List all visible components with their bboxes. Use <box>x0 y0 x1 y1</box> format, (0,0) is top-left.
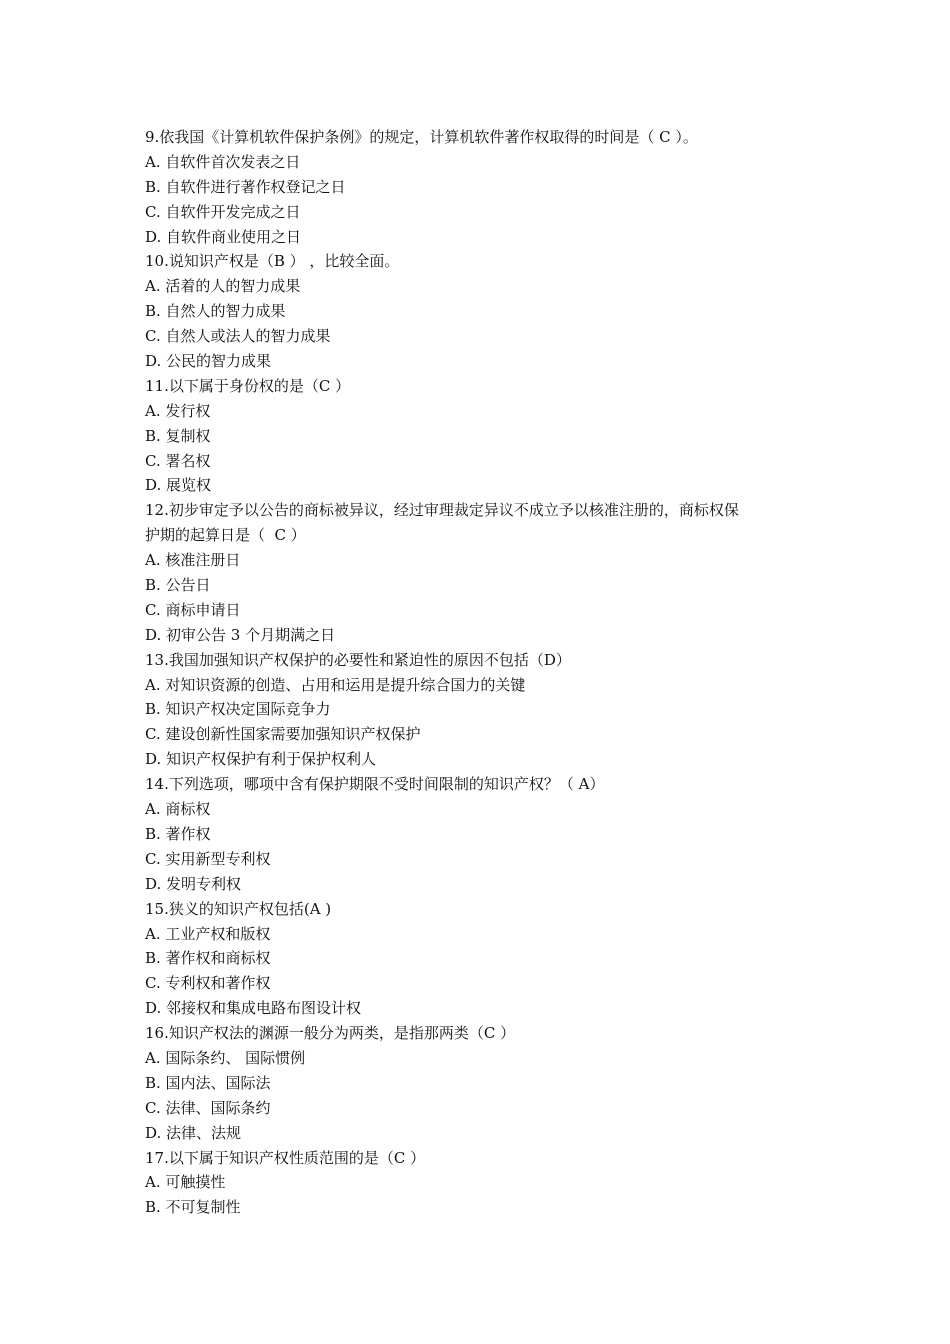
question-13-option-a: A. 对知识资源的创造、占用和运用是提升综合国力的关键 <box>145 675 526 694</box>
question-13-option-c: C. 建设创新性国家需要加强知识产权保护 <box>145 725 421 744</box>
question-9-stem: 9.依我国《计算机软件保护条例》的规定，计算机软件著作权取得的时间是（ C ）。 <box>145 128 698 146</box>
question-16-option-b: B. 国内法、国际法 <box>145 1073 271 1092</box>
question-10-option-c: C. 自然人或法人的智力成果 <box>145 327 331 346</box>
question-16-option-d: D. 法律、法规 <box>145 1123 242 1142</box>
question-12-stem-line-2: 护期的起算日是（ C ） <box>145 526 306 545</box>
question-9-option-c: C. 自软件开发完成之日 <box>145 202 301 221</box>
question-16-option-a: A. 国际条约、 国际惯例 <box>145 1048 306 1067</box>
question-10-option-d: D. 公民的智力成果 <box>145 352 272 371</box>
question-9-option-d: D. 自软件商业使用之日 <box>145 227 302 246</box>
question-17-stem: 17.以下属于知识产权性质范围的是（C ） <box>145 1148 426 1167</box>
question-15-option-a: A. 工业产权和版权 <box>145 924 271 943</box>
question-12-option-c: C. 商标申请日 <box>145 600 241 619</box>
question-11-option-b: B. 复制权 <box>145 426 211 445</box>
question-14-option-a: A. 商标权 <box>145 800 211 819</box>
question-10-stem: 10.说知识产权是（B ） ，比较全面。 <box>145 252 400 271</box>
question-14-option-c: C. 实用新型专利权 <box>145 849 271 868</box>
question-15-option-c: C. 专利权和著作权 <box>145 974 271 993</box>
question-11-option-c: C. 署名权 <box>145 451 211 470</box>
question-11-option-d: D. 展览权 <box>145 476 212 495</box>
document-page <box>145 125 825 1220</box>
question-12-option-a: A. 核准注册日 <box>145 551 241 570</box>
question-15-option-d: D. 邻接权和集成电路布图设计权 <box>145 999 362 1018</box>
question-15-stem: 15.狭义的知识产权包括(A ) <box>145 899 332 918</box>
question-17-option-a: A. 可触摸性 <box>145 1173 226 1192</box>
question-12-stem-line-1: 12.初步审定予以公告的商标被异议，经过审理裁定异议不成立予以核准注册的，商标权保 <box>145 501 739 520</box>
question-13-option-b: B. 知识产权决定国际竞争力 <box>145 700 331 719</box>
question-17-option-b: B. 不可复制性 <box>145 1198 241 1217</box>
question-16-option-c: C. 法律、国际条约 <box>145 1098 271 1117</box>
question-14-option-d: D. 发明专利权 <box>145 874 242 893</box>
question-9-option-a: A. 自软件首次发表之日 <box>145 152 301 171</box>
question-14-stem: 14.下列选项，哪项中含有保护期限不受时间限制的知识产权？（ A） <box>145 775 605 794</box>
question-13-option-d: D. 知识产权保护有利于保护权利人 <box>145 750 377 769</box>
question-11-option-a: A. 发行权 <box>145 401 211 420</box>
question-14-option-b: B. 著作权 <box>145 824 211 843</box>
question-9-option-b: B. 自软件进行著作权登记之日 <box>145 177 346 196</box>
question-16-stem: 16.知识产权法的渊源一般分为两类，是指那两类（C ） <box>145 1024 516 1043</box>
question-10-option-a: A. 活着的人的智力成果 <box>145 277 301 296</box>
question-13-stem: 13.我国加强知识产权保护的必要性和紧迫性的原因不包括（D） <box>145 650 571 669</box>
question-11-stem: 11.以下属于身份权的是（C ） <box>145 376 351 395</box>
question-10-option-b: B. 自然人的智力成果 <box>145 302 286 321</box>
question-15-option-b: B. 著作权和商标权 <box>145 949 271 968</box>
question-12-option-b: B. 公告日 <box>145 576 211 595</box>
question-12-option-d: D. 初审公告 3 个月期满之日 <box>145 625 336 644</box>
